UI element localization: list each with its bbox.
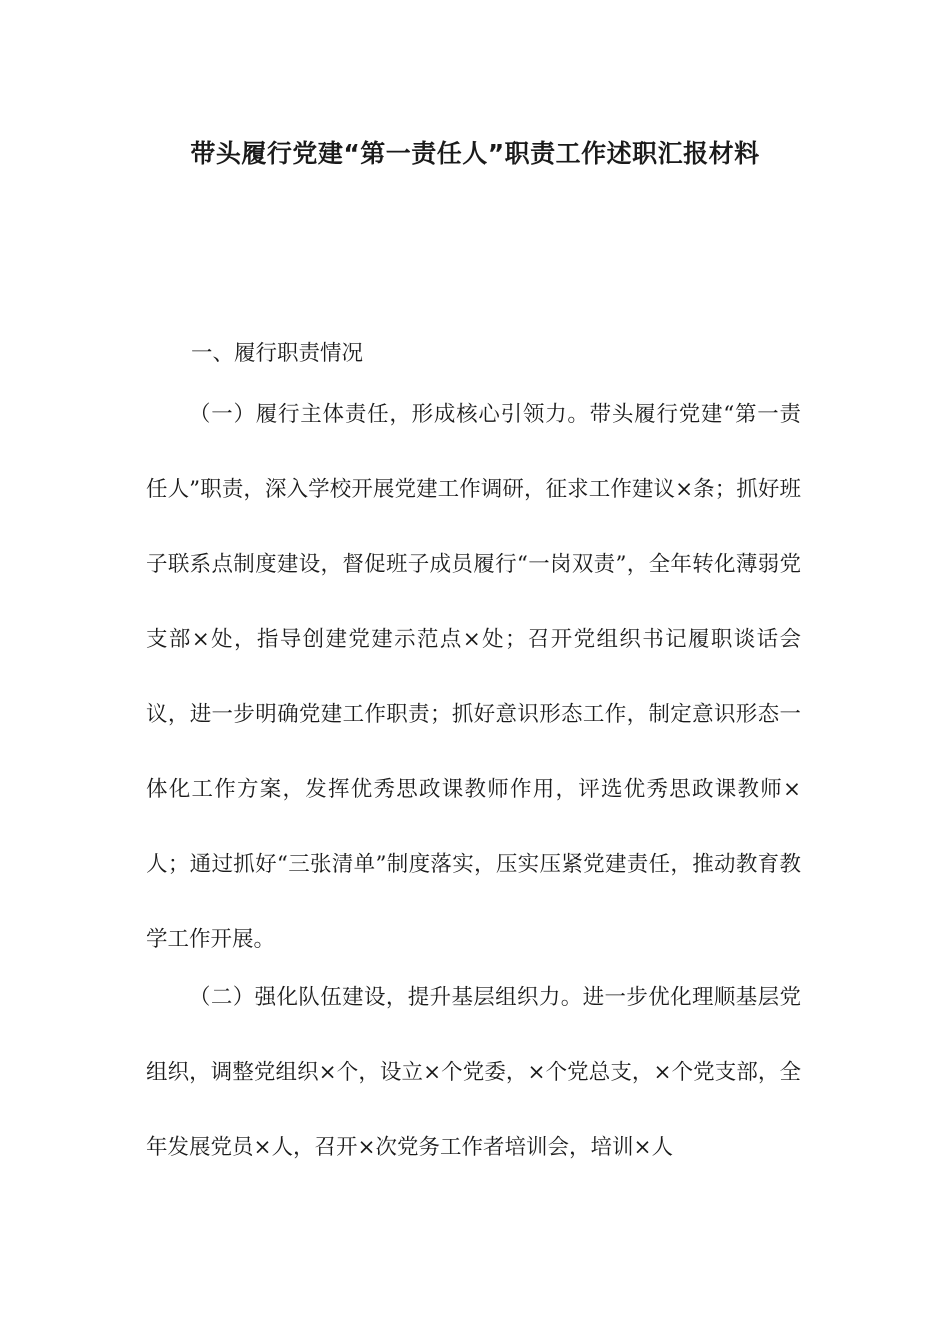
section-heading: 一、履行职责情况 xyxy=(191,341,364,366)
paragraph-1: （一）履行主体责任，形成核心引领力。带头履行党建“第一责任人”职责，深入学校开展党建工作调研，征求工作建议×条；抓好班子联系点制度建设，督促班子成员履行“一岗双责”，全年转化薄弱党支部×处，指导创建党建示范点×处；召开党组织书记履职谈话会议，进一步明确党建工作职责；抓好意识形态工作，制定意识形态一体化工作方案，发挥优秀思政课教师作用，评选优秀思政课教师×人；通过抓好“三张清单”制度落实，压实压紧党建责任，推动教育教学工作开展。 xyxy=(146,402,801,952)
document-title: 带头履行党建“第一责任人”职责工作述职汇报材料 xyxy=(190,139,760,168)
paragraph-2: （二）强化队伍建设，提升基层组织力。进一步优化理顺基层党组织，调整党组织×个，设立×个党委，×个党总支，×个党支部，全年发展党员×人，召开×次党务工作者培训会，培训×人 xyxy=(146,985,801,1160)
